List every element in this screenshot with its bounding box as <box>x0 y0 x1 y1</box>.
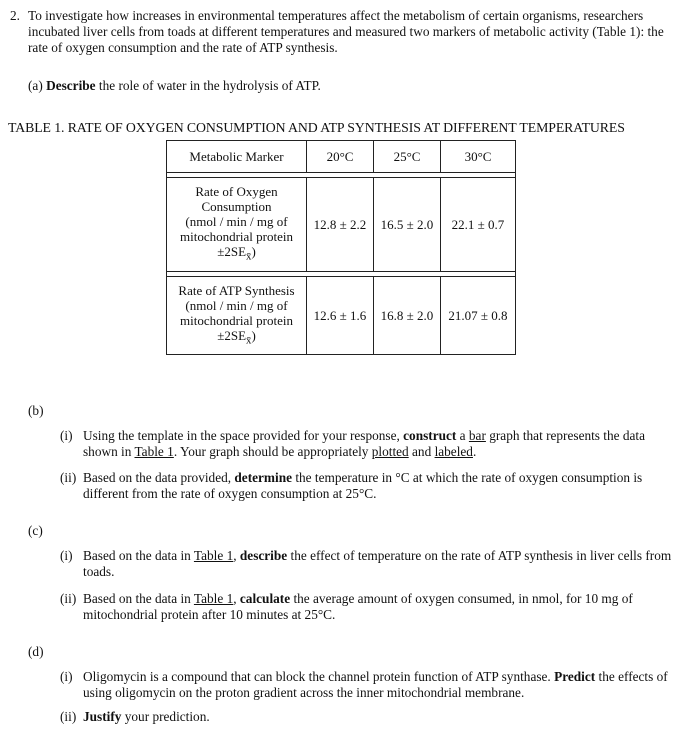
oxygen-30c-value: 22.1 ± 0.7 <box>441 178 516 272</box>
header-metabolic-marker: Metabolic Marker <box>167 141 307 173</box>
part-a <box>28 78 668 94</box>
part-d-i-verb: Predict <box>554 669 596 684</box>
part-b-i-number: (i) <box>60 428 73 443</box>
part-b-ii-verb: determine <box>234 470 293 485</box>
header-30c: 30°C <box>441 141 516 173</box>
part-a-verb: Describe <box>46 78 96 93</box>
part-a-text: the role of water in the hydrolysis of ATP. <box>98 78 321 93</box>
table-row <box>167 178 516 272</box>
part-d-ii: (ii) Justify your prediction. <box>60 709 210 724</box>
table-row <box>167 276 516 355</box>
part-c-ii: (ii) Based on the data in Table 1, calculate the average amount of oxygen consumed, in nmol, for 10 mg of mitochondrial protein after 10 minutes at 25°C. <box>60 591 633 622</box>
part-b-i-verb: construct <box>403 428 457 443</box>
part-b-i: (i) Using the template in the space provided for your response, construct a bar graph that represents the data shown in Table 1. Your graph should be appropriately plotted and labeled. <box>60 428 646 459</box>
oxygen-20c-value: 12.8 ± 2.2 <box>307 178 374 272</box>
part-b-label: (b) <box>28 403 44 418</box>
table-title: TABLE 1. RATE OF OXYGEN CONSUMPTION AND ATP SYNTHESIS AT DIFFERENT TEMPERATURES <box>8 120 625 135</box>
part-c-ii-number: (ii) <box>60 591 77 606</box>
part-d-ii-verb: Justify <box>83 709 122 724</box>
atp-25c-value: 16.8 ± 2.0 <box>374 276 441 355</box>
row-oxygen-marker: Rate of Oxygen Consumption (nmol / min / mg of mitochondrial protein $\pm 2SE_{x̄}$) <box>167 178 307 272</box>
table-header-row <box>167 141 516 173</box>
part-d-i-number: (i) <box>60 669 73 684</box>
part-a-label: (a) <box>28 78 43 93</box>
oxygen-25c-value: 16.5 ± 2.0 <box>374 178 441 272</box>
header-20c: 20°C <box>307 141 374 173</box>
question-number: 2. <box>10 8 20 23</box>
question-intro-text: To investigate how increases in environmental temperatures affect the metabolism of certain organisms, researchers incubated liver cells from toads at different temperatures and measured two markers of metabolic activity (Table 1): the rate of oxygen consumption and the rate of ATP synthesis. <box>28 8 664 55</box>
part-c-i-number: (i) <box>60 548 73 563</box>
part-c-ii-verb: calculate <box>239 591 291 606</box>
part-d-label: (d) <box>28 644 44 659</box>
question-intro <box>10 8 676 56</box>
part-d-ii-number: (ii) <box>60 709 77 724</box>
header-25c: 25°C <box>374 141 441 173</box>
data-table <box>166 140 516 355</box>
part-c-i: (i) Based on the data in Table 1, describe the effect of temperature on the rate of ATP synthesis in liver cells from toads. <box>60 548 672 579</box>
atp-20c-value: 12.6 ± 1.6 <box>307 276 374 355</box>
part-c-label: (c) <box>28 523 43 538</box>
part-d-i: (i) Oligomycin is a compound that can block the channel protein function of ATP synthase. Predict the effects of using oligomycin on the proton gradient across the inner mitochondrial membrane. <box>60 669 668 700</box>
part-b-ii-number: (ii) <box>60 470 77 485</box>
part-b-ii: (ii) Based on the data provided, determine the temperature in °C at which the rate of oxygen consumption is different from the rate of oxygen consumption at 25°C. <box>60 470 643 501</box>
part-c-i-verb: describe <box>239 548 288 563</box>
atp-30c-value: 21.07 ± 0.8 <box>441 276 516 355</box>
row-atp-marker: Rate of ATP Synthesis (nmol / min / mg of mitochondrial protein $\pm 2SE_{x̄}$) <box>167 276 307 355</box>
